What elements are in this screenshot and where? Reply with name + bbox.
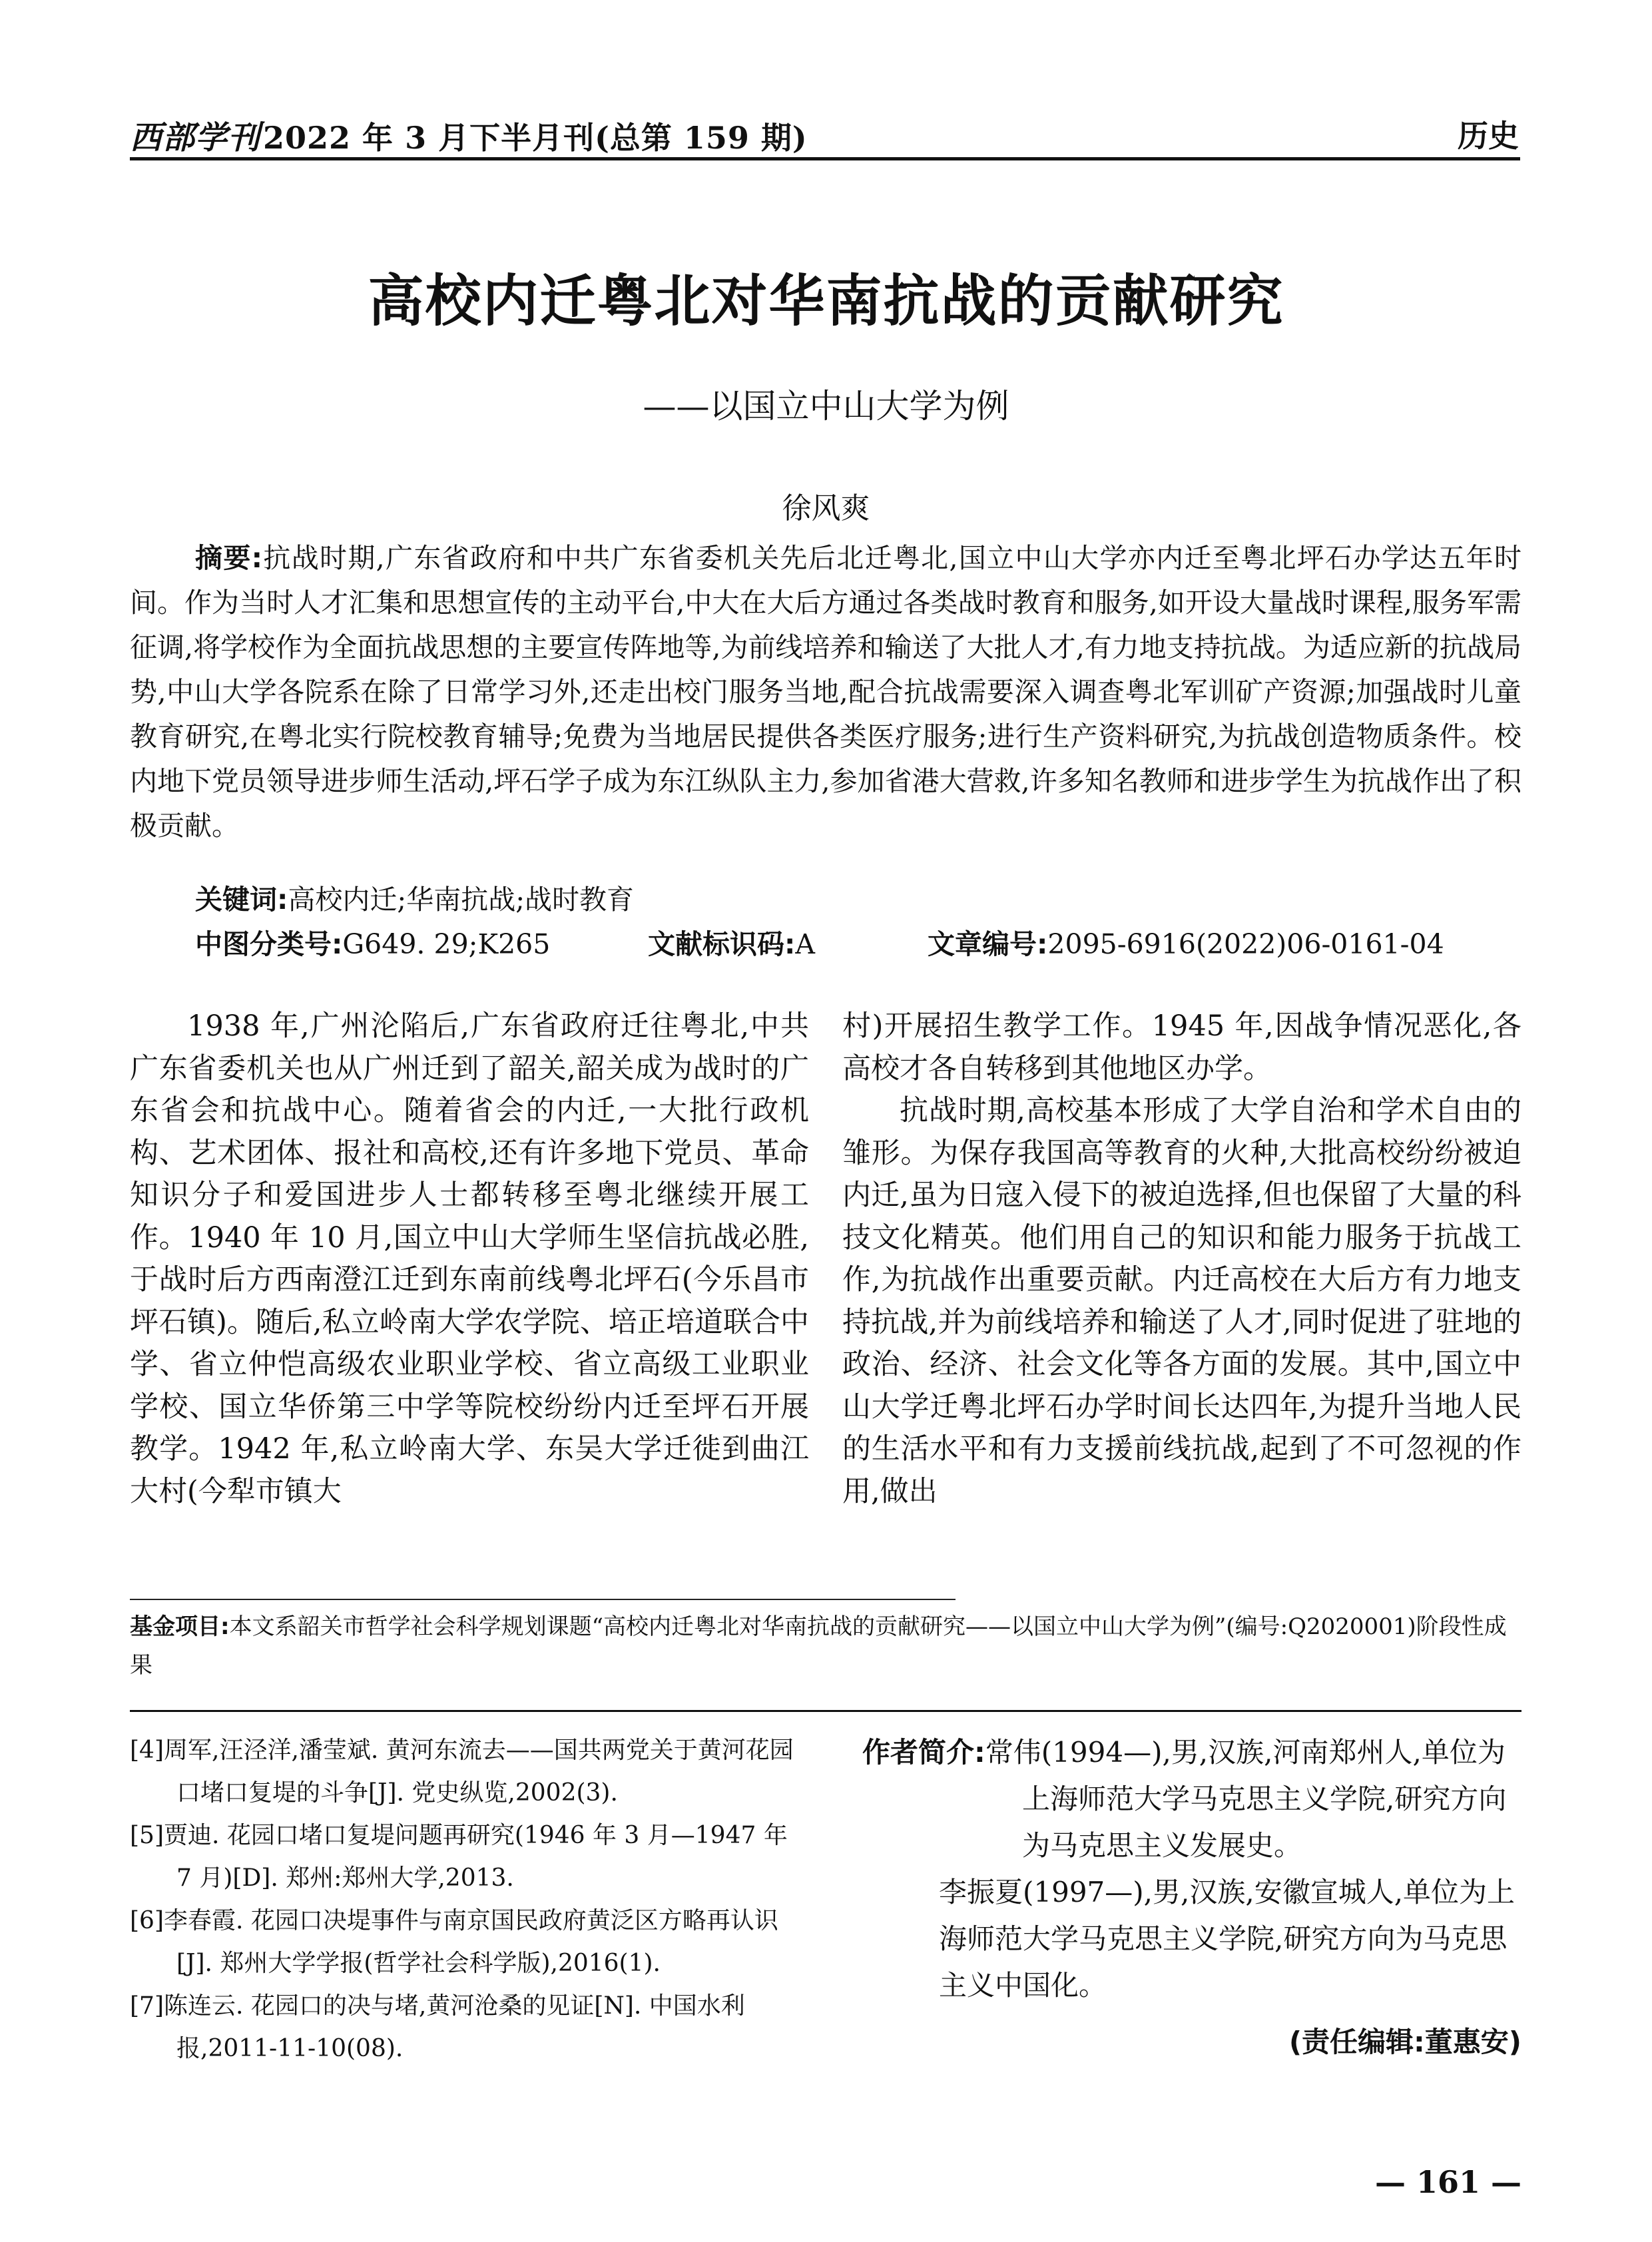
article-number-value: 2095-6916(2022)06-0161-04 <box>1047 928 1444 960</box>
section-rule <box>130 1710 1521 1712</box>
fund-note <box>130 1607 1521 1685</box>
footnote-rule <box>130 1599 956 1600</box>
doc-label: 文献标识码: <box>648 928 796 960</box>
page-number: — 161 — <box>1374 2164 1521 2200</box>
body-paragraph: 1938 年,广州沦陷后,广东省政府迁往粤北,中共广东省委机关也从广州迁到了韶关,韶关成为战时的广东省会和抗战中心。随着省会的内迁,一大批行政机构、艺术团体、报社和高校,还有许多地下党员、革命知识分子和爱国进步人士都转移至粤北继续开展工作。1940 年 10 月,国立中山大学师生坚信抗战必胜,于战时后方西南澄江迁到东南前线粤北坪石(今乐昌市坪石镇)。随后,私立岭南大学农学院、培正培道联合中学、省立仲恺高级农业职业学校、省立高级工业职业学校、国立华侨第三中学等院校纷纷内迁至坪石开展教学。1942 年,私立岭南大学、东吴大学迁徙到曲江大村(今犁市镇大 <box>130 1009 809 1508</box>
keywords <box>195 878 1520 922</box>
article-author: 徐风爽 <box>782 491 870 525</box>
section-name: 历史 <box>1458 118 1519 154</box>
reference-item: [7]陈连云. 花园口的决与堵,黄河沧桑的见证[N]. 中国水利报,2011-11-10(08). <box>130 1992 745 2062</box>
body-paragraph: 抗战时期,高校基本形成了大学自治和学术自由的雏形。为保存我国高等教育的火种,大批高校纷纷被迫内迁,虽为日寇入侵下的被迫选择,但也保留了大量的科技文化精英。他们用自己的知识和能力服务于抗战工作,为抗战作出重要贡献。内迁高校在大后方有力地支持抗战,并为前线培养和输送了人才,同时促进了驻地的政治、经济、社会文化等各方面的发展。其中,国立中山大学迁粤北坪石办学时间长达四年,为提升当地人民的生活水平和有力支援前线抗战,起到了不可忽视的作用,做出 <box>842 1094 1521 1508</box>
fund-text: 本文系韶关市哲学社会科学规划课题“高校内迁粤北对华南抗战的贡献研究——以国立中山大学为例”(编号:Q2020001)阶段性成果 <box>130 1613 1507 1679</box>
article-number-label: 文章编号: <box>928 928 1048 960</box>
reference-item: [5]贾迪. 花园口堵口复堤问题再研究(1946 年 3 月—1947 年 7 月)[D]. 郑州:郑州大学,2013. <box>130 1822 788 1892</box>
keywords-label: 关键词: <box>195 884 288 916</box>
reference-item: [6]李春霞. 花园口决堤事件与南京国民政府黄泛区方略再认识[J]. 郑州大学学报(哲学社会科学版),2016(1). <box>130 1907 778 1977</box>
article-title: 高校内迁粤北对华南抗战的贡献研究 <box>368 268 1284 334</box>
document-code <box>648 922 815 962</box>
article-number <box>928 922 1444 962</box>
doc-value: A <box>795 928 816 960</box>
clc-value: G649. 29;K265 <box>342 928 551 960</box>
body-right-column <box>842 1005 1521 1513</box>
clc-label: 中图分类号: <box>195 928 343 960</box>
author-bio-first <box>862 1729 1521 1869</box>
header-rule <box>130 157 1520 160</box>
abstract-label: 摘要: <box>195 542 263 574</box>
body-paragraph-continued: 村)开展招生教学工作。1945 年,因战争情况恶化,各高校才各自转移到其他地区办学。 <box>842 1009 1521 1085</box>
author-bio-label: 作者简介: <box>862 1736 985 1769</box>
journal-header <box>130 112 808 158</box>
journal-logo: 西部学刊 <box>130 119 261 156</box>
abstract-text: 抗战时期,广东省政府和中共广东省委机关先后北迁粤北,国立中山大学亦内迁至粤北坪石办学达五年时间。作为当时人才汇集和思想宣传的主动平台,中大在大后方通过各类战时教育和服务,如开设大量战时课程,服务军需征调,将学校作为全面抗战思想的主要宣传阵地等,为前线培养和输送了大批人才,有力地支持抗战。为适应新的抗战局势,中山大学各院系在除了日常学习外,还走出校门服务当地,配合抗战需要深入调查粤北军训矿产资源;加强战时儿童教育研究,在粤北实行院校教育辅导;免费为当地居民提供各类医疗服务;进行生产资料研究,为抗战创造物质条件。校内地下党员领导进步师生活动,坪石学子成为东江纵队主力,参加省港大营救,许多知名教师和进步学生为抗战作出了积极贡献。 <box>130 542 1522 842</box>
article-subtitle: ——以国立中山大学为例 <box>643 387 1009 425</box>
body-left-column <box>130 1005 809 1513</box>
references-list <box>130 1729 802 2070</box>
author-bio <box>862 1729 1521 2009</box>
responsible-editor: (责任编辑:董惠安) <box>1288 2026 1521 2058</box>
keywords-text: 高校内迁;华南抗战;战时教育 <box>288 884 635 916</box>
abstract <box>130 536 1521 848</box>
clc-number <box>195 922 550 962</box>
issue-info: 2022 年 3 月下半月刊(总第 159 期) <box>263 120 808 156</box>
fund-label: 基金项目: <box>130 1613 230 1640</box>
reference-item: [4]周军,汪泾洋,潘莹斌. 黄河东流去——国共两党关于黄河花园口堵口复堤的斗争[J]. 党史纵览,2002(3). <box>130 1737 794 1807</box>
author-bio-1: 常伟(1994—),男,汉族,河南郑州人,单位为上海师范大学马克思主义学院,研究方向为马克思主义发展史。 <box>985 1736 1507 1862</box>
author-bio-2: 李振夏(1997—),男,汉族,安徽宣城人,单位为上海师范大学马克思主义学院,研究方向为马克思主义中国化。 <box>939 1876 1515 2002</box>
